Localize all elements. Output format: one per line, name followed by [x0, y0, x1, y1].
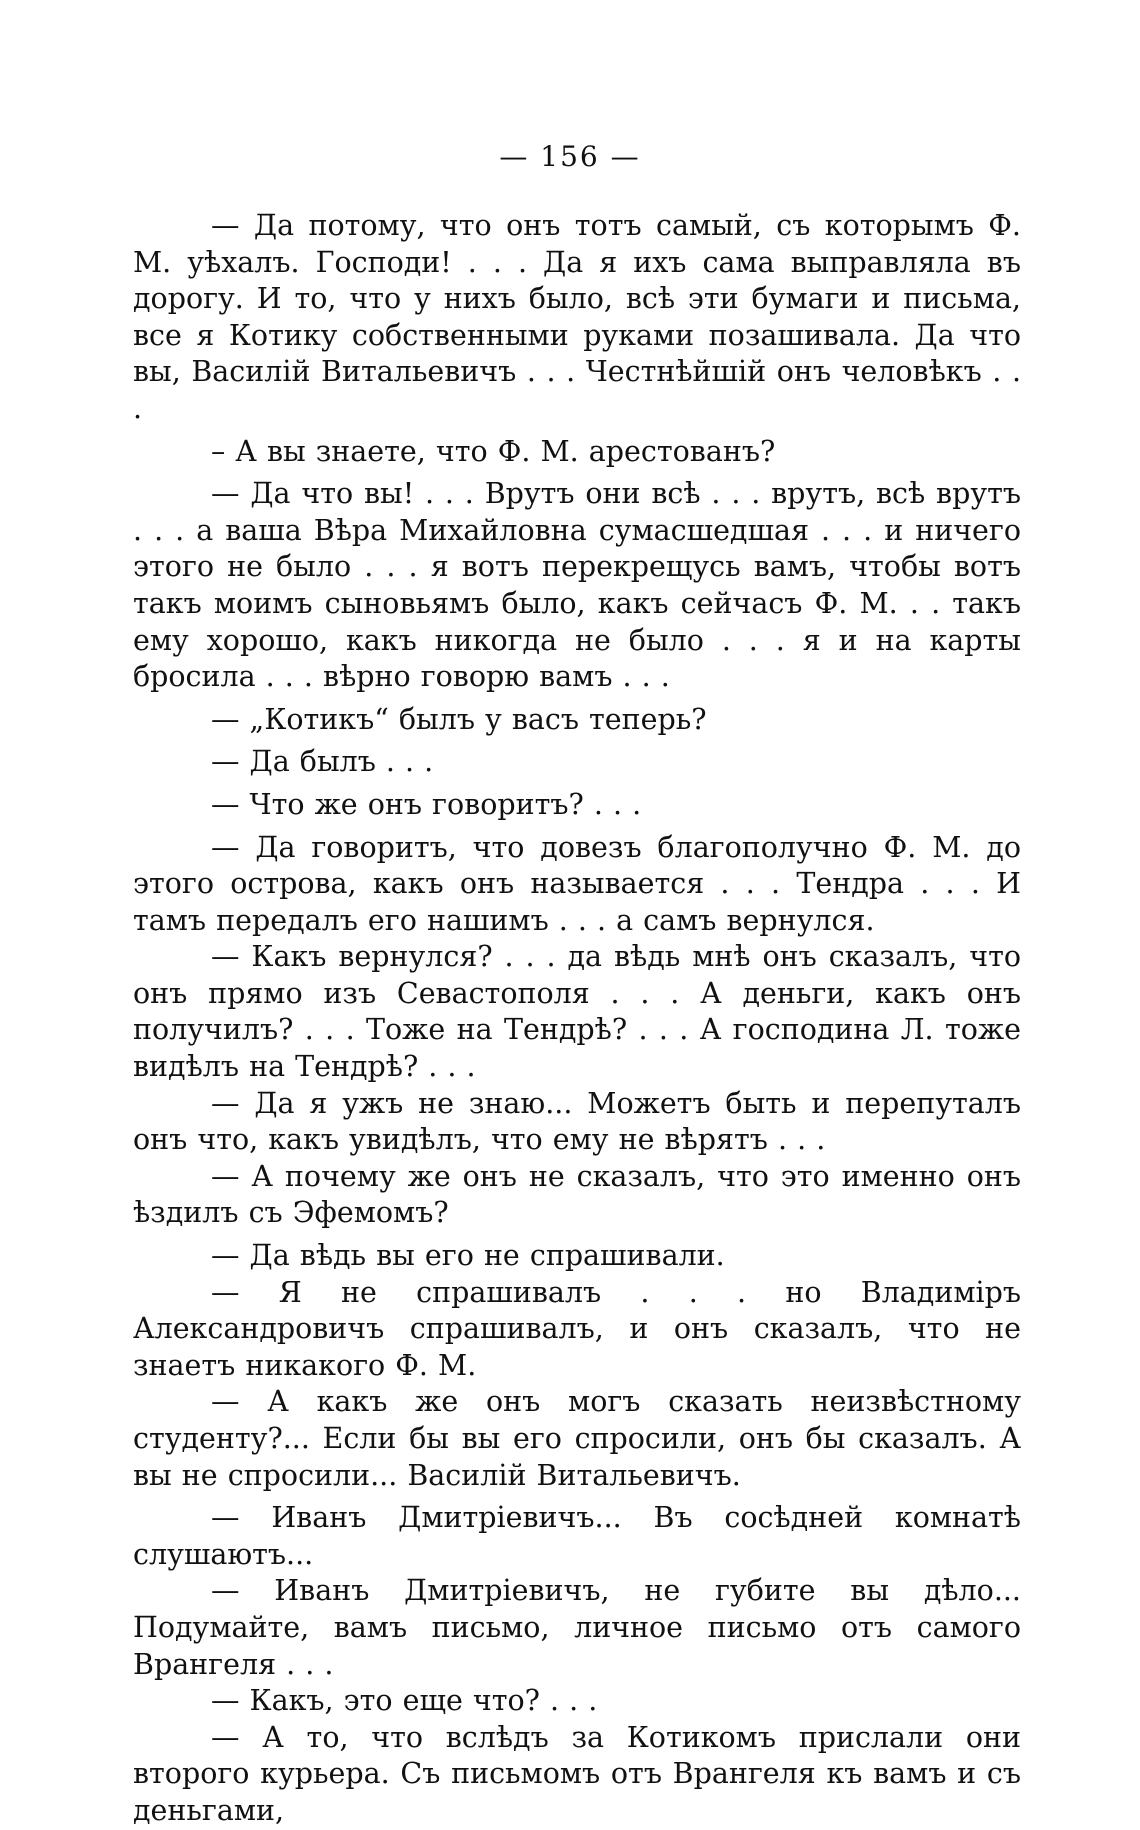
paragraph: — Какъ, это еще что? . . . — [211, 1684, 598, 1718]
paragraph: — Да потому, что онъ тотъ самый, съ которымъ Ф. М. уѣхалъ. Господи! . . . Да я ихъ сама выправляла въ дорогу. И то, что у нихъ было, всѣ эти бумаги и письма, все я Котику собственными руками позашивала. Да что вы, Василій Витальевичъ . . . Честнѣйшій онъ человѣкъ . . . — [133, 209, 1021, 425]
paragraph: — Что же онъ говоритъ? . . . — [211, 787, 642, 821]
paragraph: — А почему же онъ не сказалъ, что это именно онъ ѣздилъ съ Эфемомъ? — [133, 1159, 1021, 1230]
paragraph: — А какъ же онъ могъ сказать неизвѣстному студенту?... Если бы вы его спросили, онъ бы сказалъ. А вы не спросили... Василій Витальевичъ. — [133, 1385, 1021, 1492]
paragraph: — Иванъ Дмитріевичъ, не губите вы дѣло... Подумайте, вамъ письмо, личное письмо отъ самого Врангеля . . . — [133, 1574, 1021, 1681]
paragraph: — Иванъ Дмитріевичъ... Въ сосѣдней комнатѣ слушаютъ... — [133, 1501, 1021, 1571]
text-body — [133, 208, 1021, 1830]
paragraph: — Да говоритъ, что довезъ благополучно Ф. М. до этого острова, какъ онъ называется . . . Тендра . . . И тамъ передалъ его нашимъ . . . а самъ вернулся. — [133, 830, 1021, 937]
paragraph: — „Котикъ“ былъ у васъ теперь? — [211, 702, 707, 736]
paragraph: — Какъ вернулся? . . . да вѣдь мнѣ онъ сказалъ, что онъ прямо изъ Севастополя . . . А деньги, какъ онъ получилъ? . . . Тоже на Тендрѣ? . . . А господина Л. тоже видѣлъ на Тендрѣ? . . . — [133, 940, 1021, 1084]
paragraph: — Да былъ . . . — [211, 745, 434, 779]
paragraph: — А то, что вслѣдъ за Котикомъ прислали они второго курьера. Съ письмомъ отъ Врангеля къ вамъ и съ деньгами, — [133, 1720, 1021, 1827]
paragraph: — Да я ужъ не знаю... Можетъ быть и перепуталъ онъ что, какъ увидѣлъ, что ему не вѣрятъ . . . — [133, 1086, 1021, 1157]
paragraph: — Да что вы! . . . Врутъ они всѣ . . . врутъ, всѣ врутъ . . . а ваша Вѣра Михайловна сумасшедшая . . . и ничего этого не было . . . я вотъ перекрещусь вамъ, чтобы вотъ такъ моимъ сыновьямъ было, какъ сейчасъ Ф. М. . . такъ ему хорошо, какъ никогда не было . . . я и на карты бросила . . . вѣрно говорю вамъ . . . — [133, 477, 1021, 694]
paragraph: — Я не спрашивалъ . . . но Владиміръ Александровичъ спрашивалъ, и онъ сказалъ, что не знаетъ никакого Ф. М. — [133, 1275, 1021, 1382]
page-number: — 156 — — [499, 140, 641, 173]
paragraph: – А вы знаете, что Ф. М. арестованъ? — [211, 434, 776, 468]
paragraph: — Да вѣдь вы его не спрашивали. — [211, 1239, 725, 1273]
